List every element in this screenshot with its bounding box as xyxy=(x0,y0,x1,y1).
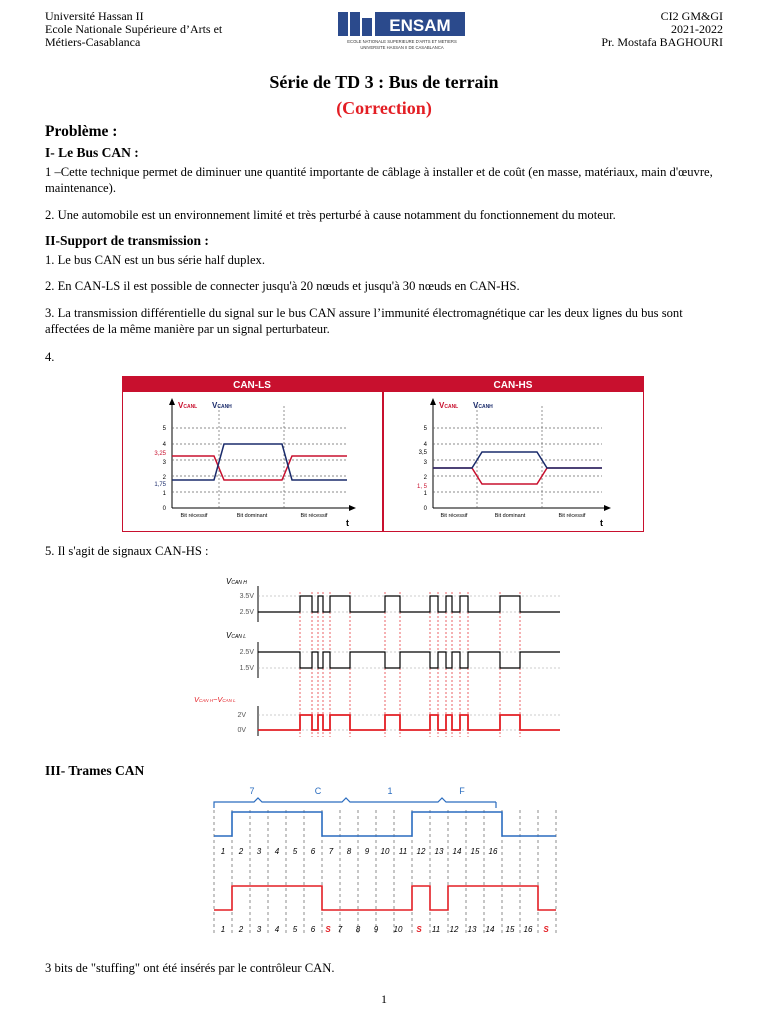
hs-t-label: t xyxy=(600,518,603,528)
hs-tick-3: 3 xyxy=(423,460,427,466)
svg-text:16: 16 xyxy=(488,847,498,856)
logo-small-text: ECOLE NATIONALE SUPERIEURE D'ARTS ET METIERS xyxy=(347,39,457,44)
svg-text:7: 7 xyxy=(337,925,343,934)
header-teacher: Pr. Mostafa BAGHOURI xyxy=(601,35,723,49)
ls-tick-325: 3,25 xyxy=(154,451,166,457)
ls-bit-recessif-1: Bit récessif xyxy=(180,513,208,519)
can-hs-signals-figure xyxy=(190,572,570,744)
svg-text:2: 2 xyxy=(238,925,244,934)
hs-bit-recessif-2: Bit récessif xyxy=(558,513,586,519)
hs-bit-recessif-1: Bit récessif xyxy=(440,513,468,519)
svg-text:7: 7 xyxy=(328,847,334,856)
header-course-code: CI2 GM&GI xyxy=(660,9,723,23)
logo-text: ENSAM xyxy=(389,16,451,35)
svg-text:8: 8 xyxy=(346,847,352,856)
svg-text:4: 4 xyxy=(274,925,280,934)
hs-tick-2: 2 xyxy=(423,475,427,481)
ls-tick-175: 1,75 xyxy=(154,482,166,488)
ls-vcanh-label: VCANH xyxy=(212,401,232,410)
svg-text:15: 15 xyxy=(505,925,515,934)
original-frame-trace xyxy=(214,812,556,836)
header-year: 2021-2022 xyxy=(671,22,723,36)
svg-text:1: 1 xyxy=(220,847,226,856)
s2-answer-1: 1. Le bus CAN est un bus série half duplex. xyxy=(45,253,266,267)
hs-tick-15: 1, 5 xyxy=(416,484,427,490)
section-2-heading: II-Support de transmission : xyxy=(45,233,209,248)
header-line-2: Ecole Nationale Supérieure d’Arts et xyxy=(45,22,223,36)
ls-tick-0: 0 xyxy=(162,506,166,512)
hex-c: C xyxy=(314,786,322,796)
vcanl-signal-label: VCAN L xyxy=(226,631,247,640)
svg-text:14: 14 xyxy=(452,847,462,856)
hs-tick-4: 4 xyxy=(423,442,427,448)
svg-text:6: 6 xyxy=(310,847,316,856)
s3-conclusion: 3 bits de "stuffing" ont été insérés par le contrôleur CAN. xyxy=(45,961,335,975)
hex-f: F xyxy=(459,786,465,796)
ls-vcanl-label: VCANL xyxy=(178,401,198,410)
can-ls-title: CAN-LS xyxy=(233,380,271,391)
s1-answer-2: 2. Une automobile est un environnement limité et très perturbé à cause notamment du fonctionnement du moteur. xyxy=(45,208,616,222)
hs-bit-dominant: Bit dominant xyxy=(494,513,526,519)
hs-tick-0: 0 xyxy=(423,506,427,512)
svg-text:11: 11 xyxy=(431,925,441,934)
svg-text:12: 12 xyxy=(416,847,426,856)
svg-text:6: 6 xyxy=(310,925,316,934)
svg-text:11: 11 xyxy=(398,847,408,856)
vcanl-tick-high: 2.5V xyxy=(239,649,254,656)
svg-text:14: 14 xyxy=(485,925,495,934)
svg-text:9: 9 xyxy=(373,925,379,934)
section-3-heading: III- Trames CAN xyxy=(45,763,145,778)
vcanl-tick-low: 1.5V xyxy=(239,665,254,672)
ensam-logo xyxy=(336,10,468,54)
logo-small-text-2: UNIVERSITE HASSAN II DE CASABLANCA xyxy=(360,45,444,50)
s2-answer-5: 5. Il s'agit de signaux CAN-HS : xyxy=(45,544,209,558)
hex-1: 1 xyxy=(387,786,393,796)
svg-text:S: S xyxy=(325,925,331,934)
bottom-bit-labels xyxy=(221,925,550,934)
header-course xyxy=(601,10,723,49)
s2-answer-4: 4. xyxy=(45,350,55,364)
svg-text:13: 13 xyxy=(467,925,477,934)
svg-text:5: 5 xyxy=(292,925,298,934)
hs-vcanh-label: VCANH xyxy=(473,401,493,410)
top-bit-labels xyxy=(221,847,498,856)
ls-tick-3: 3 xyxy=(162,460,166,466)
ls-tick-5: 5 xyxy=(162,426,166,432)
diff-tick-high: 2V xyxy=(237,712,246,719)
figure-title-bar xyxy=(122,376,644,392)
svg-text:S: S xyxy=(416,925,422,934)
vcanh-trace xyxy=(258,596,560,612)
svg-text:1: 1 xyxy=(220,925,226,934)
stuffed-frame-trace xyxy=(214,886,556,910)
vcanh-tick-low: 2.5V xyxy=(239,609,254,616)
hs-tick-5: 5 xyxy=(423,426,427,432)
header-line-3: Métiers-Casablanca xyxy=(45,35,141,49)
vcanh-signal-label: VCAN H xyxy=(226,577,247,586)
hs-vcanl-label: VCANL xyxy=(439,401,459,410)
svg-text:2: 2 xyxy=(238,847,244,856)
svg-text:10: 10 xyxy=(393,925,403,934)
diff-signal-label: VCAN H−VCAN L xyxy=(194,695,236,704)
section-1-heading: I- Le Bus CAN : xyxy=(45,145,139,160)
ls-bit-recessif-2: Bit récessif xyxy=(300,513,328,519)
svg-text:9: 9 xyxy=(364,847,370,856)
svg-text:5: 5 xyxy=(292,847,298,856)
s1-answer-1: 1 –Cette technique permet de diminuer une quantité importante de câblage à installer et de coût (en masse, matériaux, main d'œuvre, maintenance). xyxy=(45,165,713,195)
hs-tick-35: 3,5 xyxy=(418,450,427,456)
svg-text:12: 12 xyxy=(449,925,459,934)
hex-braces xyxy=(214,798,496,808)
can-frame-figure xyxy=(208,780,560,942)
ls-tick-4: 4 xyxy=(162,442,166,448)
header-institution xyxy=(45,10,222,49)
can-hs-title: CAN-HS xyxy=(493,380,533,391)
svg-text:13: 13 xyxy=(434,847,444,856)
vcanh-tick-high: 3.5V xyxy=(239,593,254,600)
header-line-1: Université Hassan II xyxy=(45,9,144,23)
ls-tick-1: 1 xyxy=(162,491,166,497)
problem-heading: Problème : xyxy=(45,123,118,140)
svg-text:3: 3 xyxy=(256,925,262,934)
ls-bit-dominant: Bit dominant xyxy=(236,513,268,519)
s2-answer-2: 2. En CAN-LS il est possible de connecter jusqu'à 20 nœuds et jusqu'à 30 nœuds en CAN-HS. xyxy=(45,279,520,293)
ls-t-label: t xyxy=(346,518,349,528)
hs-bit-labels xyxy=(441,513,586,519)
svg-text:S: S xyxy=(543,925,549,934)
page-title: Série de TD 3 : Bus de terrain xyxy=(269,72,499,92)
hs-tick-1: 1 xyxy=(423,491,427,497)
s2-answer-3: 3. La transmission différentielle du signal sur le bus CAN assure l’immunité électromagnétique car les deux lignes du bus sont affectées de la même manière par un signal perturbateur. xyxy=(45,306,683,336)
ls-tick-2: 2 xyxy=(162,475,166,481)
diff-tick-low: 0V xyxy=(237,727,246,734)
diff-trace xyxy=(258,715,560,730)
svg-text:3: 3 xyxy=(256,847,262,856)
svg-text:16: 16 xyxy=(523,925,533,934)
svg-text:4: 4 xyxy=(274,847,280,856)
can-levels-figure xyxy=(122,376,644,532)
svg-text:8: 8 xyxy=(355,925,361,934)
frame-grid xyxy=(214,810,556,936)
hex-7: 7 xyxy=(249,786,255,796)
page-number: 1 xyxy=(381,992,387,1006)
svg-text:10: 10 xyxy=(380,847,390,856)
hex-labels xyxy=(249,786,465,796)
svg-text:15: 15 xyxy=(470,847,480,856)
page-subtitle: (Correction) xyxy=(336,98,432,118)
vcanl-trace xyxy=(258,652,560,668)
ls-bit-labels xyxy=(181,513,328,519)
